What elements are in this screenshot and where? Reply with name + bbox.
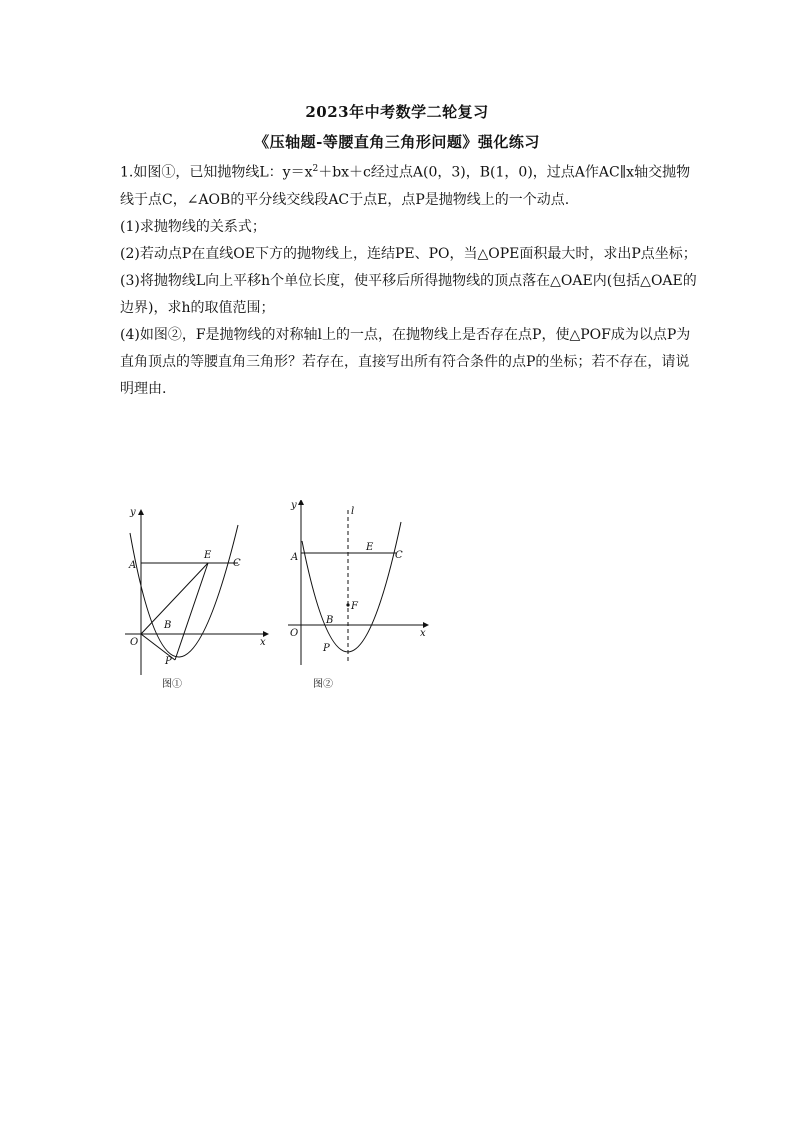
label-a: A — [291, 552, 299, 563]
intro-text-a: 1.如图①，已知抛物线L：y＝x — [120, 164, 313, 181]
label-a: A — [129, 560, 137, 571]
label-p: P — [165, 656, 172, 667]
label-l: l — [351, 506, 355, 517]
segment-oe — [141, 563, 208, 634]
figure-2-caption: 图② — [313, 679, 333, 690]
label-y: y — [291, 500, 297, 511]
label-c: C — [233, 558, 241, 569]
intro-superscript: 2 — [312, 164, 319, 174]
segment-pe — [175, 563, 208, 660]
parabola — [302, 522, 401, 652]
question-4: (4)如图②，F是抛物线的对称轴l上的一点，在抛物线上是否存在点P，使△POF成为以点P为直角顶点的等腰直角三角形？若存在，直接写出所有符合条件的点P的坐标；若不存在，请说明理由. — [120, 326, 691, 397]
label-p: P — [323, 643, 330, 654]
label-b: B — [164, 620, 172, 631]
label-c: C — [395, 550, 403, 561]
label-o: O — [290, 628, 299, 639]
figure-1 — [125, 507, 268, 690]
question-1: (1)求抛物线的关系式； — [120, 218, 266, 235]
figure-1-caption: 图① — [162, 679, 182, 690]
label-f: F — [351, 601, 358, 612]
figures — [110, 500, 450, 700]
question-3: (3)将抛物线L向上平移h个单位长度，使平移后所得抛物线的顶点落在△OAE内(包括△OAE的边界)，求h的取值范围； — [120, 272, 697, 316]
label-e: E — [366, 542, 374, 553]
label-b: B — [326, 615, 334, 626]
document-subtitle: 《压轴题-等腰直角三角形问题》强化练习 — [254, 133, 540, 151]
problem-body — [120, 156, 700, 403]
point-f — [346, 603, 349, 606]
intro-text-b: ＋bx＋c经过点A(0，3)，B(1，0)，过点A作AC∥x轴交抛物线于点C，∠AOB的平分线交线段AC于点E，点P是抛物线上的一个动点. — [120, 164, 691, 208]
label-e: E — [204, 550, 212, 561]
label-o: O — [130, 637, 139, 648]
label-x: x — [260, 637, 266, 648]
question-2: (2)若动点P在直线OE下方的抛物线上，连结PE、PO，当△OPE面积最大时，求出P点坐标； — [120, 245, 697, 262]
label-x: x — [420, 628, 426, 639]
problem-intro — [120, 156, 700, 214]
label-y: y — [130, 507, 136, 518]
parabola — [130, 525, 238, 657]
document-title: 2023年中考数学二轮复习 — [305, 103, 489, 121]
figure-2 — [288, 500, 428, 690]
